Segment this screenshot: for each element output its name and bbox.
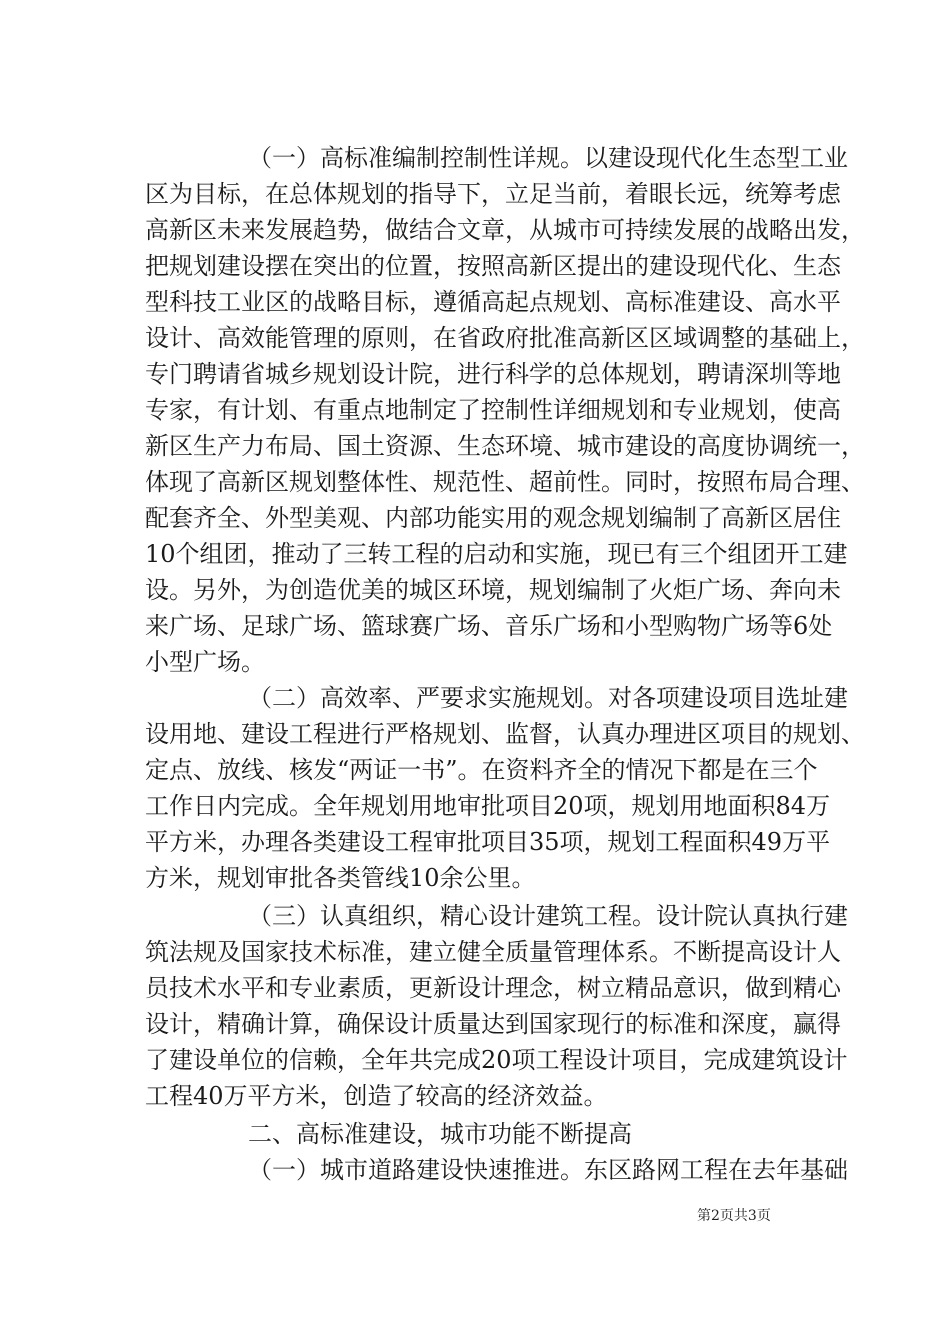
page-number-footer: 第2页共3页 xyxy=(697,1208,771,1224)
paragraph-line: 高新区未来发展趋势，做结合文章，从城市可持续发展的战略出发， xyxy=(145,216,865,244)
paragraph-line: 小型广场。 xyxy=(145,648,265,676)
section-heading: 二、高标准建设，城市功能不断提高 xyxy=(248,1120,632,1148)
paragraph-line: 定点、放线、核发“两证一书”。在资料齐全的情况下都是在三个 xyxy=(145,756,818,784)
paragraph-line: 设计、高效能管理的原则，在省政府批准高新区区域调整的基础上， xyxy=(145,324,865,352)
paragraph-line: 区为目标，在总体规划的指导下，立足当前，着眼长远，统筹考虑 xyxy=(145,180,841,208)
paragraph-line: 专门聘请省城乡规划设计院，进行科学的总体规划，聘请深圳等地 xyxy=(145,360,841,388)
paragraph-line: 型科技工业区的战略目标，遵循高起点规划、高标准建设、高水平 xyxy=(145,288,841,316)
paragraph-line: （一）城市道路建设快速推进。东区路网工程在去年基础 xyxy=(248,1156,848,1184)
paragraph-line: 专家，有计划、有重点地制定了控制性详细规划和专业规划，使高 xyxy=(145,396,841,424)
paragraph-line: 工程40万平方米，创造了较高的经济效益。 xyxy=(145,1082,608,1110)
paragraph-line: （二）高效率、严要求实施规划。对各项建设项目选址建 xyxy=(248,684,848,712)
paragraph-line: 新区生产力布局、国土资源、生态环境、城市建设的高度协调统一， xyxy=(145,432,865,460)
paragraph-line: （三）认真组织，精心设计建筑工程。设计院认真执行建 xyxy=(248,902,848,930)
paragraph-line: 体现了高新区规划整体性、规范性、超前性。同时，按照布局合理、 xyxy=(145,468,865,496)
paragraph-line: 设。另外，为创造优美的城区环境，规划编制了火炬广场、奔向未 xyxy=(145,576,841,604)
paragraph-line: （一）高标准编制控制性详规。以建设现代化生态型工业 xyxy=(248,144,848,172)
paragraph-line: 了建设单位的信赖，全年共完成20项工程设计项目，完成建筑设计 xyxy=(145,1046,848,1074)
paragraph-line: 10个组团，推动了三转工程的启动和实施，现已有三个组团开工建 xyxy=(145,540,848,568)
paragraph-line: 配套齐全、外型美观、内部功能实用的观念规划编制了高新区居住 xyxy=(145,504,841,532)
paragraph-line: 平方米，办理各类建设工程审批项目35项，规划工程面积49万平 xyxy=(145,828,831,856)
paragraph-line: 来广场、足球广场、篮球赛广场、音乐广场和小型购物广场等6处 xyxy=(145,612,833,640)
paragraph-line: 工作日内完成。全年规划用地审批项目20项，规划用地面积84万 xyxy=(145,792,831,820)
paragraph-line: 筑法规及国家技术标准，建立健全质量管理体系。不断提高设计人 xyxy=(145,938,841,966)
paragraph-line: 设用地、建设工程进行严格规划、监督，认真办理进区项目的规划、 xyxy=(145,720,865,748)
paragraph-line: 把规划建设摆在突出的位置，按照高新区提出的建设现代化、生态 xyxy=(145,252,841,280)
paragraph-line: 设计，精确计算，确保设计质量达到国家现行的标准和深度，赢得 xyxy=(145,1010,841,1038)
paragraph-line: 员技术水平和专业素质，更新设计理念，树立精品意识，做到精心 xyxy=(145,974,841,1002)
paragraph-line: 方米，规划审批各类管线10余公里。 xyxy=(145,864,536,892)
